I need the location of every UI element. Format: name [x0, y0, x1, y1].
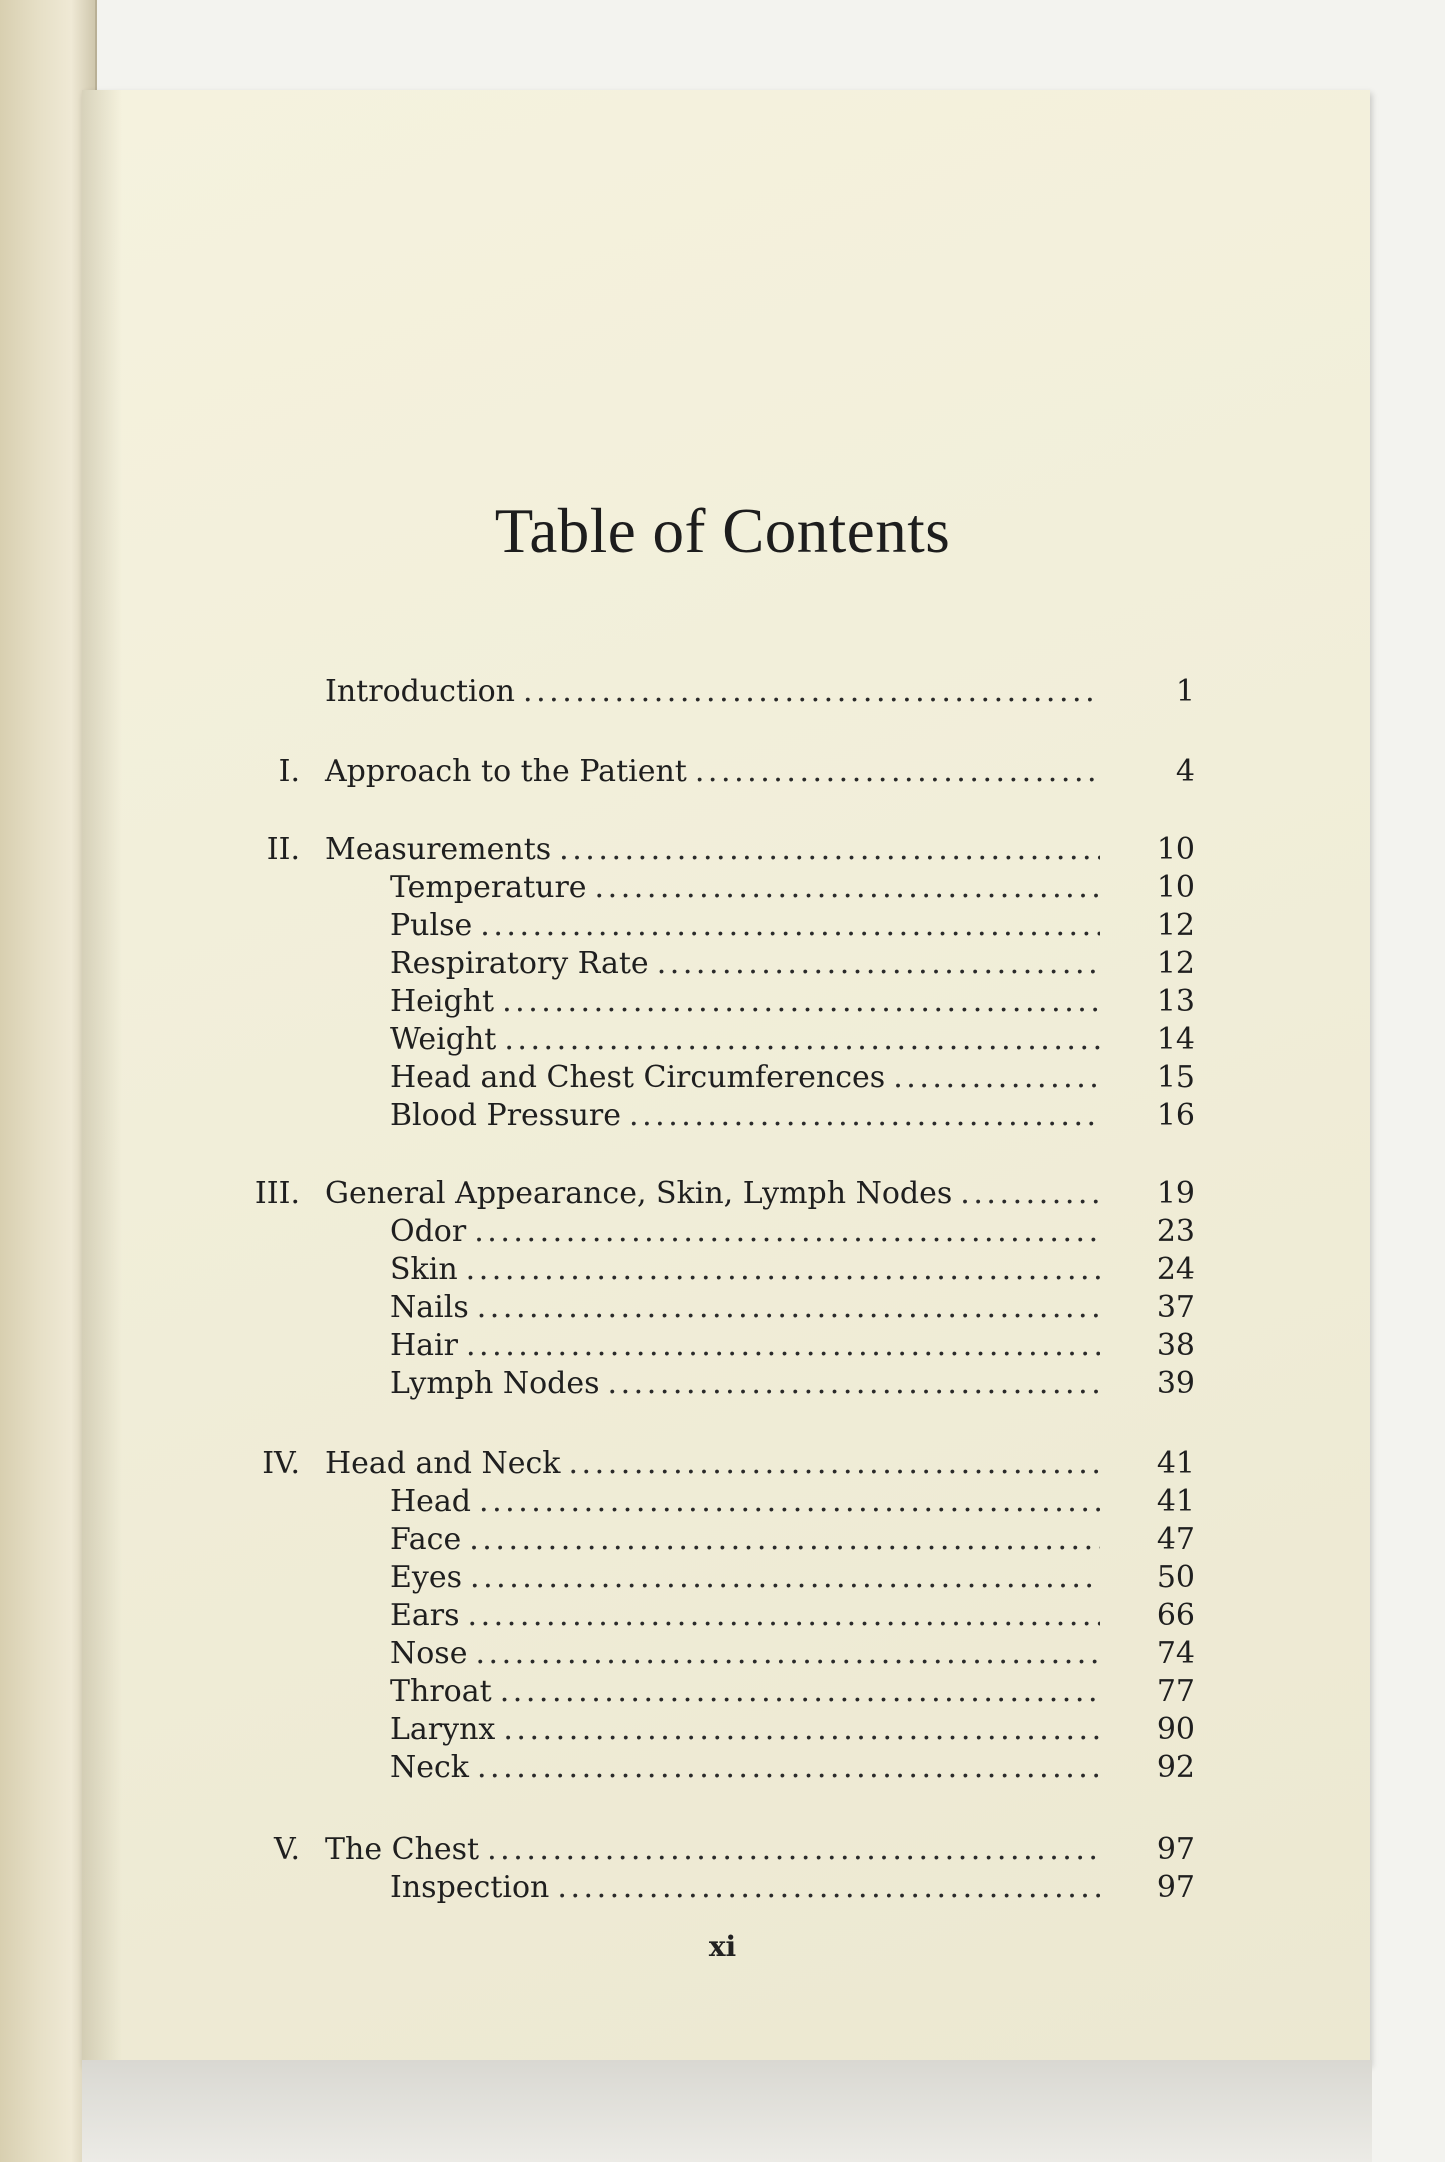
toc-leader-dots [695, 752, 1100, 792]
toc-page-number: 66 [1156, 1598, 1195, 1633]
toc-entry [325, 672, 1100, 712]
toc-page-number: 14 [1156, 1022, 1195, 1057]
toc-page-number: 1 [1175, 674, 1195, 709]
toc-entry [325, 1830, 1100, 1870]
toc-leader-dots [657, 944, 1100, 984]
toc-entry-label: Temperature [390, 870, 587, 905]
toc-entry [390, 906, 1100, 946]
toc-leader-dots [960, 1174, 1100, 1214]
toc-entry [325, 1444, 1100, 1484]
toc-page-number: 23 [1156, 1214, 1195, 1249]
toc-entry-label: Nails [390, 1290, 469, 1325]
toc-entry-label: General Appearance, Skin, Lymph Nodes [325, 1176, 953, 1211]
toc-entry-label: Ears [390, 1598, 460, 1633]
toc-page-number: 50 [1156, 1560, 1195, 1595]
toc-entry-label: Face [390, 1522, 462, 1557]
toc-entry-label: Respiratory Rate [390, 946, 649, 981]
toc-page-number: 41 [1156, 1446, 1195, 1481]
toc-leader-dots [502, 982, 1100, 1022]
toc-page-number: 47 [1156, 1522, 1195, 1557]
toc-page-number: 74 [1156, 1636, 1195, 1671]
toc-leader-dots [503, 1710, 1100, 1750]
toc-page-number: 4 [1175, 754, 1195, 789]
toc-entry [390, 1520, 1100, 1560]
toc-entry-label: Eyes [390, 1560, 462, 1595]
toc-entry-label: Introduction [325, 674, 515, 709]
toc-leader-dots [477, 1748, 1100, 1788]
toc-entry [390, 1288, 1100, 1328]
toc-page-number: 12 [1156, 946, 1195, 981]
toc-entry [325, 830, 1100, 870]
toc-page-number: 37 [1156, 1290, 1195, 1325]
toc-entry-label: Head and Chest Circumferences [390, 1060, 886, 1095]
toc-leader-dots [893, 1058, 1100, 1098]
toc-leader-dots [474, 1212, 1100, 1252]
toc-entry [390, 868, 1100, 908]
toc-entry-label: Blood Pressure [390, 1098, 621, 1133]
toc-leader-dots [468, 1596, 1100, 1636]
toc-page-number: 97 [1156, 1870, 1195, 1905]
toc-numeral: I. [278, 754, 300, 789]
toc-leader-dots [504, 1020, 1100, 1060]
page-folio: xi [708, 1930, 737, 1963]
toc-entry [390, 944, 1100, 984]
toc-leader-dots [466, 1250, 1100, 1290]
toc-entry-label: Neck [390, 1750, 469, 1785]
toc-numeral: V. [274, 1832, 300, 1867]
toc-entry [390, 1250, 1100, 1290]
toc-numeral: III. [254, 1176, 300, 1211]
toc-entry-label: Head and Neck [325, 1446, 561, 1481]
toc-page-number: 39 [1156, 1366, 1195, 1401]
toc-entry-label: Weight [390, 1022, 497, 1057]
toc-page-number: 15 [1156, 1060, 1195, 1095]
toc-page-number: 77 [1156, 1674, 1195, 1709]
toc-page-number: 19 [1156, 1176, 1195, 1211]
toc-entry [390, 1672, 1100, 1712]
toc-entry-label: Approach to the Patient [325, 754, 687, 789]
toc-entry [390, 1868, 1100, 1908]
toc-entry-label: Skin [390, 1252, 458, 1287]
toc-leader-dots [477, 1288, 1100, 1328]
toc-entry [390, 1748, 1100, 1788]
toc-entry [390, 1326, 1100, 1366]
toc-entry [390, 1212, 1100, 1252]
page-title: Table of Contents [494, 496, 951, 566]
toc-entry [390, 1558, 1100, 1598]
toc-entry [390, 1058, 1100, 1098]
toc-page-number: 90 [1156, 1712, 1195, 1747]
toc-leader-dots [629, 1096, 1100, 1136]
toc-leader-dots [595, 868, 1100, 908]
toc-entry [390, 982, 1100, 1022]
toc-page-number: 24 [1156, 1252, 1195, 1287]
toc-entry-label: Height [390, 984, 495, 1019]
toc-entry [390, 1482, 1100, 1522]
toc-leader-dots [470, 1558, 1100, 1598]
toc-leader-dots [475, 1634, 1100, 1674]
toc-entry-label: The Chest [325, 1832, 480, 1867]
toc-leader-dots [568, 1444, 1100, 1484]
toc-leader-dots [500, 1672, 1100, 1712]
toc-leader-dots [557, 1868, 1100, 1908]
toc-entry [325, 752, 1100, 792]
toc-entry-label: Pulse [390, 908, 473, 943]
toc-entry-label: Inspection [390, 1870, 550, 1905]
toc-leader-dots [479, 1482, 1100, 1522]
toc-entry-label: Head [390, 1484, 472, 1519]
toc-page-number: 16 [1156, 1098, 1195, 1133]
toc-leader-dots [487, 1830, 1100, 1870]
toc-entry-label: Throat [390, 1674, 492, 1709]
toc-page-number: 38 [1156, 1328, 1195, 1363]
toc-entry-label: Larynx [390, 1712, 496, 1747]
toc-entry-label: Hair [390, 1328, 458, 1363]
toc-leader-dots [523, 672, 1100, 712]
toc-leader-dots [480, 906, 1100, 946]
toc-entry [390, 1710, 1100, 1750]
toc-leader-dots [559, 830, 1100, 870]
toc-page-number: 10 [1156, 870, 1195, 905]
toc-entry-label: Measurements [325, 832, 552, 867]
toc-entry [325, 1174, 1100, 1214]
toc-page-number: 10 [1156, 832, 1195, 867]
toc-entry [390, 1364, 1100, 1404]
toc-entry [390, 1596, 1100, 1636]
toc-entry-label: Odor [390, 1214, 467, 1249]
toc-page-number: 41 [1156, 1484, 1195, 1519]
toc-page-number: 13 [1156, 984, 1195, 1019]
toc-leader-dots [469, 1520, 1100, 1560]
toc-entry [390, 1096, 1100, 1136]
toc-page-number: 12 [1156, 908, 1195, 943]
toc-entry-label: Nose [390, 1636, 468, 1671]
toc-leader-dots [466, 1326, 1100, 1366]
toc-entry [390, 1634, 1100, 1674]
toc-numeral: IV. [262, 1446, 300, 1481]
toc-numeral: II. [266, 832, 300, 867]
toc-page-number: 92 [1156, 1750, 1195, 1785]
toc-page-number: 97 [1156, 1832, 1195, 1867]
toc-leader-dots [608, 1364, 1100, 1404]
toc-entry-label: Lymph Nodes [390, 1366, 600, 1401]
toc-entry [390, 1020, 1100, 1060]
